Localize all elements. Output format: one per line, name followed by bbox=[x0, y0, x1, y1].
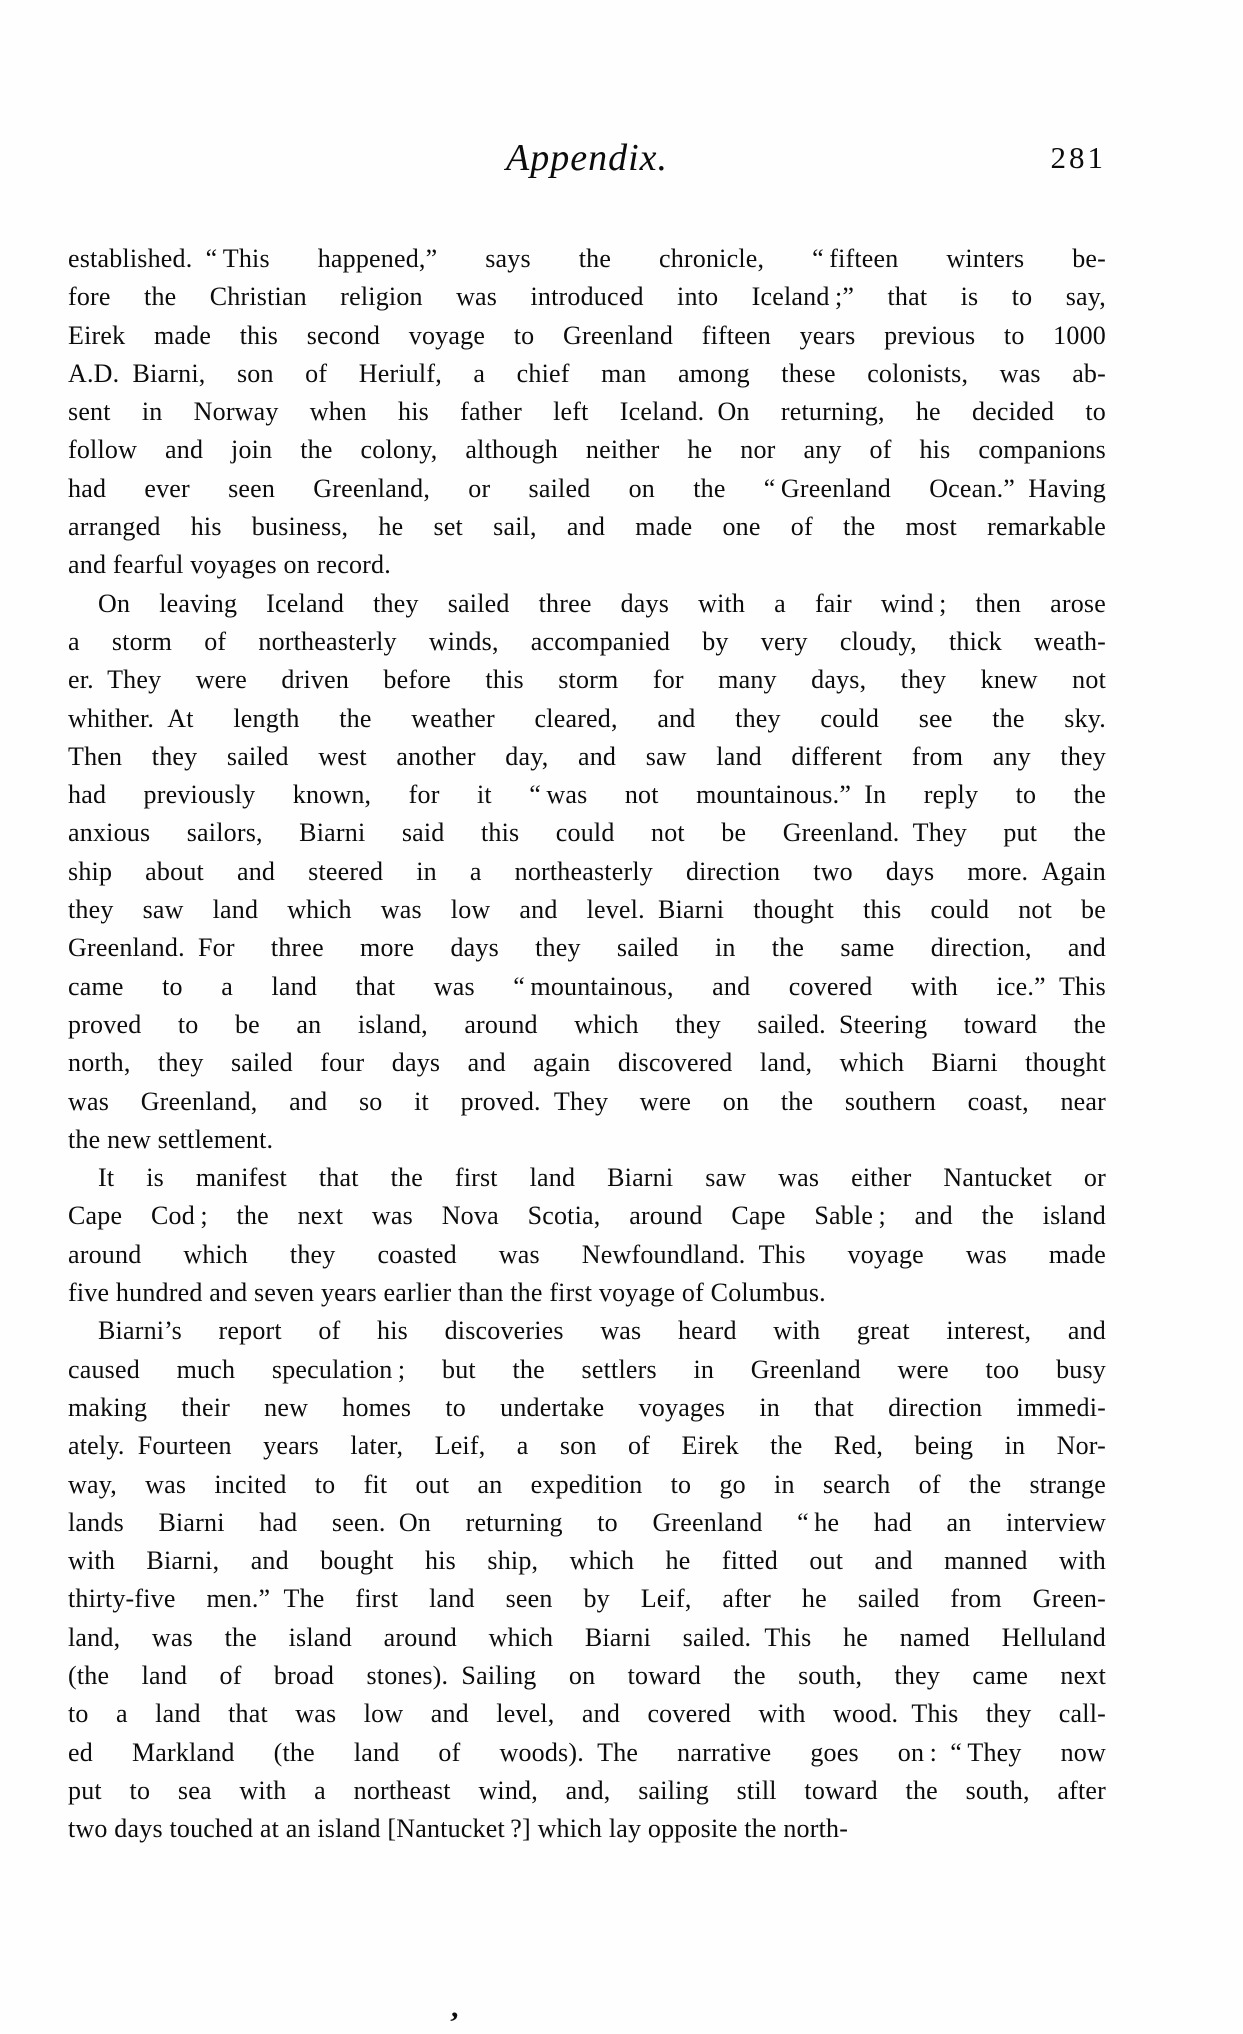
text-line: sent in Norway when his father left Iceland. On returning, he decided to bbox=[68, 397, 1106, 427]
text-line: er. They were driven before this storm for many days, they knew not bbox=[68, 665, 1106, 695]
text-line: the new settlement. bbox=[68, 1124, 274, 1154]
text-line: they saw land which was low and level. Biarni thought this could not be bbox=[68, 895, 1106, 925]
page-body bbox=[68, 240, 1106, 1848]
text-line: ately. Fourteen years later, Leif, a son of Eirek the Red, being in Nor- bbox=[68, 1431, 1106, 1461]
text-line: It is manifest that the first land Biarni saw was either Nantucket or bbox=[98, 1163, 1106, 1193]
paragraph bbox=[68, 240, 1106, 585]
text-line: Cape Cod ; the next was Nova Scotia, around Cape Sable ; and the island bbox=[68, 1201, 1106, 1231]
text-line: to a land that was low and level, and covered with wood. This they call- bbox=[68, 1699, 1106, 1729]
text-line: making their new homes to undertake voyages in that direction immedi- bbox=[68, 1392, 1106, 1422]
text-line: anxious sailors, Biarni said this could not be Greenland. They put the bbox=[68, 818, 1106, 848]
text-line: whither. At length the weather cleared, and they could see the sky. bbox=[68, 703, 1106, 733]
text-line: A.D. Biarni, son of Heriulf, a chief man among these colonists, was ab- bbox=[68, 358, 1106, 388]
text-line: caused much speculation ; but the settlers in Greenland were too busy bbox=[68, 1354, 1106, 1384]
text-line: put to sea with a northeast wind, and, sailing still toward the south, after bbox=[68, 1775, 1106, 1805]
text-line: ship about and steered in a northeasterly direction two days more. Again bbox=[68, 856, 1106, 886]
running-head bbox=[68, 136, 1106, 196]
text-line: with Biarni, and bought his ship, which he fitted out and manned with bbox=[68, 1546, 1106, 1576]
text-line: five hundred and seven years earlier than the first voyage of Columbus. bbox=[68, 1278, 826, 1308]
text-line: around which they coasted was Newfoundland. This voyage was made bbox=[68, 1239, 1106, 1269]
text-line: a storm of northeasterly winds, accompanied by very cloudy, thick weath- bbox=[68, 626, 1106, 656]
text-line: and fearful voyages on record. bbox=[68, 550, 391, 580]
text-line: Greenland. For three more days they sailed in the same direction, and bbox=[68, 933, 1106, 963]
text-line: Biarni’s report of his discoveries was heard with great interest, and bbox=[98, 1316, 1106, 1346]
paragraph bbox=[68, 1159, 1106, 1312]
text-line: (the land of broad stones). Sailing on toward the south, they came next bbox=[68, 1660, 1106, 1690]
page-title: Appendix. bbox=[505, 137, 668, 179]
text-line: had ever seen Greenland, or sailed on the “ Greenland Ocean.” Having bbox=[68, 473, 1106, 503]
ink-mark: , bbox=[449, 1990, 462, 2025]
text-line: was Greenland, and so it proved. They were on the southern coast, near bbox=[68, 1086, 1106, 1116]
text-line: lands Biarni had seen. On returning to Greenland “ he had an interview bbox=[68, 1507, 1106, 1537]
text-line: two days touched at an island [Nantucket ?] which lay opposite the north- bbox=[68, 1814, 849, 1844]
page-number: 281 bbox=[1050, 140, 1106, 175]
text-line: north, they sailed four days and again discovered land, which Biarni thought bbox=[68, 1048, 1106, 1078]
text-line: ed Markland (the land of woods). The narrative goes on : “ They now bbox=[68, 1737, 1106, 1767]
text-line: Eirek made this second voyage to Greenland fifteen years previous to 1000 bbox=[68, 320, 1106, 350]
text-line: had previously known, for it “ was not mountainous.” In reply to the bbox=[68, 780, 1106, 810]
text-line: land, was the island around which Biarni sailed. This he named Helluland bbox=[68, 1622, 1106, 1652]
paragraph bbox=[68, 585, 1106, 1159]
text-line: thirty-five men.” The first land seen by Leif, after he sailed from Green- bbox=[68, 1584, 1106, 1614]
text-line: On leaving Iceland they sailed three days with a fair wind ; then arose bbox=[98, 588, 1106, 618]
text-line: arranged his business, he set sail, and made one of the most remarkable bbox=[68, 512, 1106, 542]
text-line: fore the Christian religion was introduced into Iceland ;” that is to say, bbox=[68, 282, 1106, 312]
text-block bbox=[68, 136, 1106, 1848]
paragraph bbox=[68, 1312, 1106, 1848]
text-line: Then they sailed west another day, and saw land different from any they bbox=[68, 741, 1106, 771]
text-line: follow and join the colony, although neither he nor any of his companions bbox=[68, 435, 1106, 465]
text-line: proved to be an island, around which they sailed. Steering toward the bbox=[68, 1009, 1106, 1039]
text-line: way, was incited to fit out an expedition to go in search of the strange bbox=[68, 1469, 1106, 1499]
text-line: came to a land that was “ mountainous, and covered with ice.” This bbox=[68, 971, 1106, 1001]
text-line: established. “ This happened,” says the chronicle, “ fifteen winters be- bbox=[68, 244, 1106, 273]
